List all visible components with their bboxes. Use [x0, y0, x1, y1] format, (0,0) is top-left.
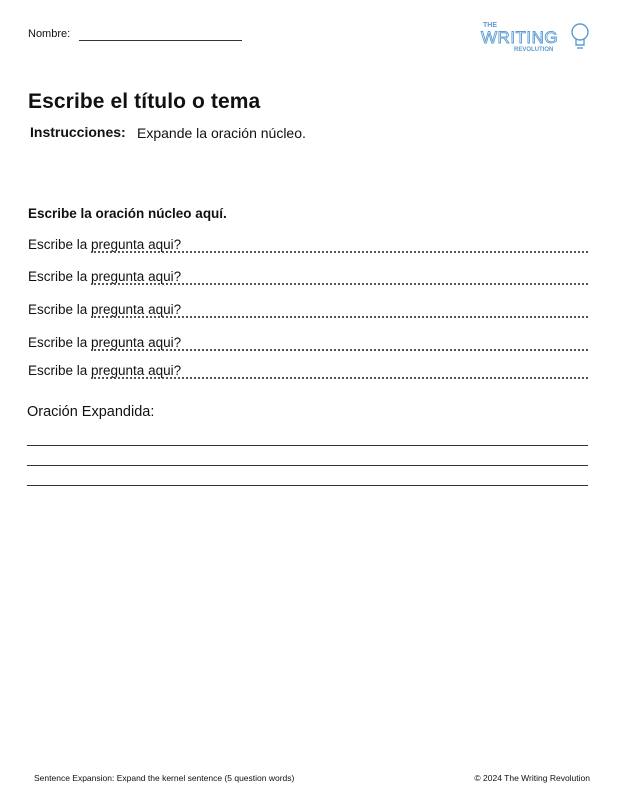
question-row: [28, 302, 588, 324]
expanded-writing-line[interactable]: [27, 485, 588, 486]
logo-line-writing: WRITING: [481, 28, 559, 47]
question-prompt: Escribe la pregunta aqui?: [28, 269, 182, 284]
footer-description: Sentence Expansion: Expand the kernel sentence (5 question words): [34, 773, 295, 783]
question-row: [28, 335, 588, 357]
kernel-sentence: Escribe la oración núcleo aquí.: [28, 206, 227, 221]
page-title: Escribe el título o tema: [28, 90, 261, 113]
question-row: [28, 269, 588, 291]
question-prompt: Escribe la pregunta aqui?: [28, 363, 182, 378]
writing-revolution-logo: [478, 18, 594, 58]
answer-dotted-line[interactable]: [91, 316, 588, 318]
answer-dotted-line[interactable]: [91, 251, 588, 253]
name-field-line[interactable]: [79, 40, 242, 41]
logo-line-the: THE: [483, 22, 497, 29]
expanded-writing-line[interactable]: [27, 445, 588, 446]
answer-dotted-line[interactable]: [91, 349, 588, 351]
question-prompt: Escribe la pregunta aqui?: [28, 237, 182, 252]
question-row: [28, 237, 588, 259]
answer-dotted-line[interactable]: [91, 377, 588, 379]
lightbulb-icon: [572, 24, 588, 48]
question-prompt: Escribe la pregunta aqui?: [28, 302, 182, 317]
answer-dotted-line[interactable]: [91, 283, 588, 285]
expanded-sentence-label: Oración Expandida:: [27, 404, 155, 420]
instructions-text: Expande la oración núcleo.: [137, 125, 306, 141]
expanded-writing-line[interactable]: [27, 465, 588, 466]
instructions-label: Instrucciones:: [30, 124, 126, 140]
footer-copyright: © 2024 The Writing Revolution: [474, 773, 590, 783]
name-label: Nombre:: [28, 28, 71, 40]
question-prompt: Escribe la pregunta aqui?: [28, 335, 182, 350]
logo-line-revolution: REVOLUTION: [514, 47, 554, 53]
question-row: [28, 363, 588, 385]
